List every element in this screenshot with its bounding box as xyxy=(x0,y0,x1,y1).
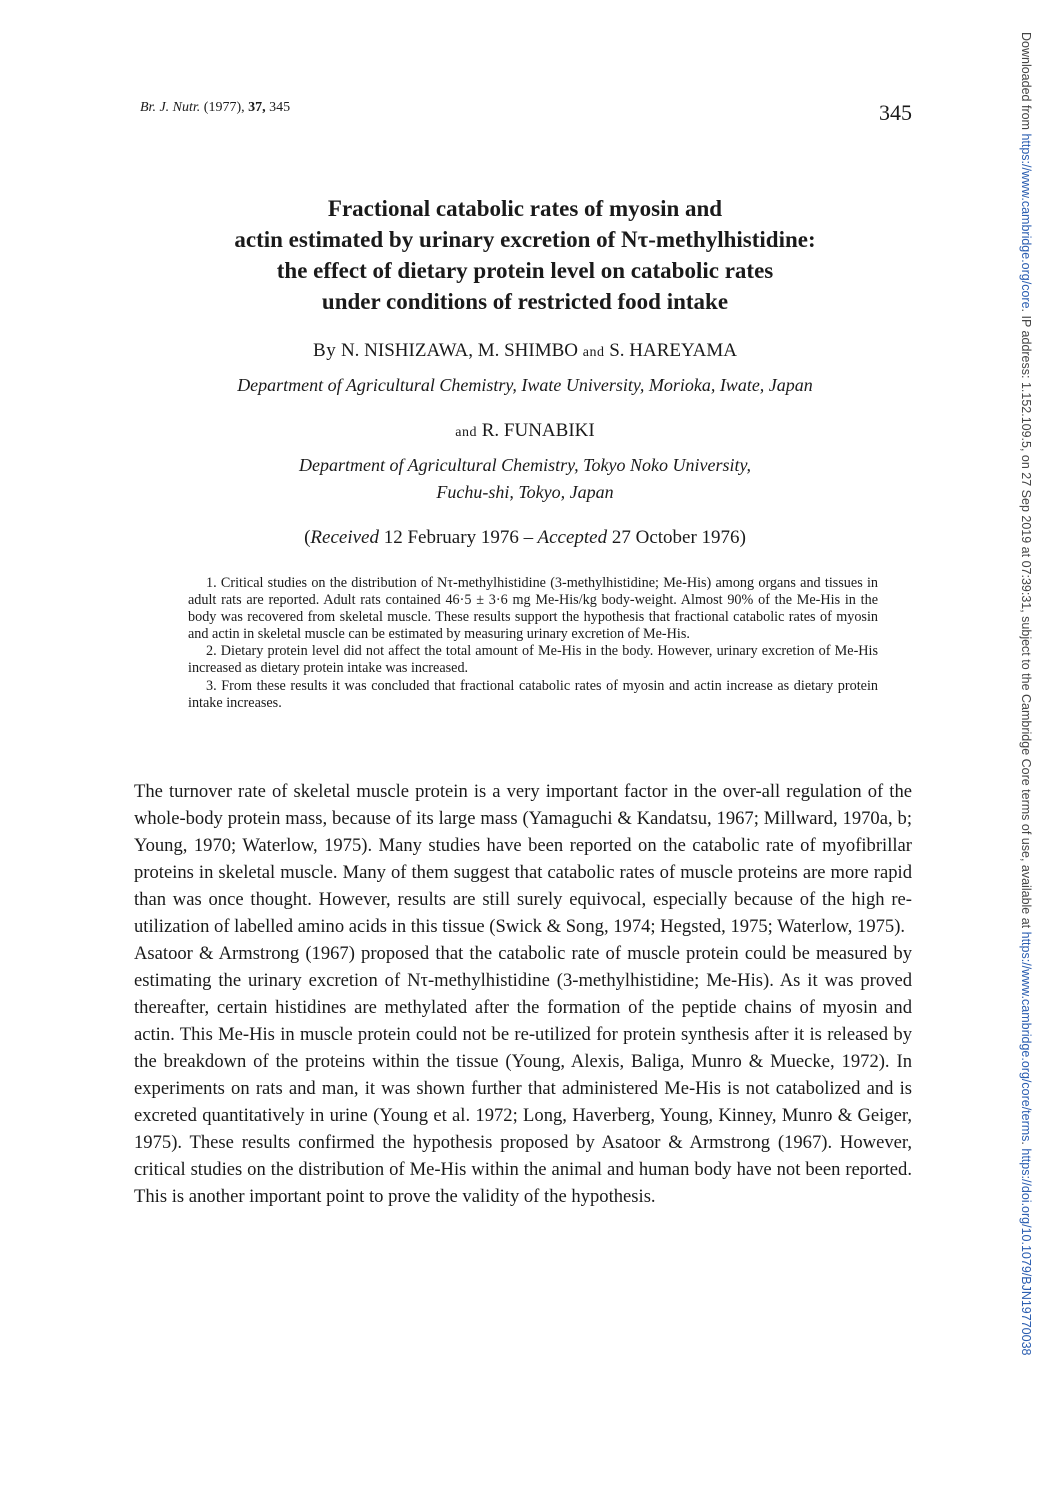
abstract-paragraph: 2. Dietary protein level did not affect the total amount of Me-His in the body. However, urinary excretion of Me-His increased as dietary protein intake was increased. xyxy=(188,643,878,677)
journal-year: (1977), xyxy=(203,100,245,115)
affiliation-2-line1: Department of Agricultural Chemistry, Tokyo Noko University, xyxy=(299,455,751,475)
affiliation-2-line2: Fuchu-shi, Tokyo, Japan xyxy=(436,482,614,502)
authors-prefix: By xyxy=(313,340,337,361)
authors-and: and xyxy=(582,345,605,360)
title-line: Fractional catabolic rates of myosin and xyxy=(327,196,723,221)
page-number: 345 xyxy=(879,100,912,125)
title-line: the effect of dietary protein level on catabolic rates xyxy=(276,258,774,283)
author-4-line xyxy=(130,420,920,442)
sidebar-text xyxy=(1019,32,1033,1356)
authors-main: N. NISHIZAWA, M. SHIMBO xyxy=(340,340,578,361)
received-dates xyxy=(130,527,920,549)
body-text xyxy=(134,778,912,1210)
author-4-name: R. FUNABIKI xyxy=(481,420,595,441)
download-sidebar xyxy=(1010,20,1040,1480)
accepted-label: – Accepted xyxy=(523,527,608,548)
received-close: ) xyxy=(739,527,746,548)
affiliation-1: Department of Agricultural Chemistry, Iwate University, Morioka, Iwate, Japan xyxy=(237,375,813,395)
sidebar-link-doi[interactable]: https://doi.org/10.1079/BJN19770038 xyxy=(1019,1148,1033,1356)
title-line: actin estimated by urinary excretion of Nτ-methylhistidine: xyxy=(234,227,816,252)
abstract-paragraph: 3. From these results it was concluded that fractional catabolic rates of myosin and actin increase as dietary protein intake increases. xyxy=(188,677,878,711)
sidebar-sep: . xyxy=(1019,1141,1033,1149)
affiliation-2 xyxy=(130,452,920,506)
title-line: under conditions of restricted food intake xyxy=(321,289,729,314)
journal-citation xyxy=(140,100,290,116)
received-date: 12 February 1976 xyxy=(383,527,519,548)
body-paragraph: Asatoor & Armstrong (1967) proposed that the catabolic rate of muscle protein could be measured by estimating the urinary excretion of Nτ-methylhistidine (3-methylhistidine; Me-His). As it was proved thereafter, certain histidines are methylated after the formation of the peptide chains of myosin and actin. This Me-His in muscle protein could not be re-utilized for protein synthesis after it is released by the breakdown of the proteins within the tissue (Young, Alexis, Baliga, Munro & Muecke, 1972). In experiments on rats and man, it was shown further that administered Me-His is not catabolized and is excreted quantitatively in urine (Young et al. 1972; Long, Haverberg, Young, Kinney, Munro & Geiger, 1975). These results confirmed the hypothesis proposed by Asatoor & Armstrong (1967). However, critical studies on the distribution of Me-His within the animal and human body have not been reported. This is another important point to prove the validity of the hypothesis. xyxy=(134,943,912,1207)
journal-volume: 37, xyxy=(248,100,266,115)
abstract xyxy=(188,575,878,712)
sidebar-prefix: Downloaded from xyxy=(1019,32,1033,134)
accepted-date: 27 October 1976 xyxy=(611,527,740,548)
received-open: ( xyxy=(304,527,311,548)
sidebar-middle: . IP address: 1.152.109.5, on 27 Sep 2019 at 07:39:31, subject to the Cambridge Core terms of use, available at xyxy=(1019,308,1033,932)
author-4-and: and xyxy=(455,425,477,440)
authors-line xyxy=(130,340,920,362)
journal-abbrev: Br. J. Nutr. xyxy=(140,100,201,115)
journal-first-page: 345 xyxy=(269,100,291,115)
abstract-paragraph: 1. Critical studies on the distribution of Nτ-methylhistidine (3-methylhistidine; Me-His) among organs and tissues in adult rats are reported. Adult rats contained 46·5 ± 3·6 mg Me-His/kg body-weight. Almost 90% of the Me-His in the body was recovered from skeletal muscle. These results support the hypothesis that fractional catabolic rates of myosin and actin in skeletal muscle can be estimated by measuring urinary excretion of Me-His. xyxy=(188,575,878,643)
received-label: Received xyxy=(310,527,379,548)
article-title xyxy=(130,193,920,317)
body-paragraph: The turnover rate of skeletal muscle protein is a very important factor in the over-all regulation of the whole-body protein mass, because of its large mass (Yamaguchi & Kandatsu, 1967; Millward, 1970a, b; Young, 1970; Waterlow, 1975). Many studies have been reported on the catabolic rate of myofibrillar proteins in skeletal muscle. Many of them suggest that catabolic rates of muscle proteins are more rapid than was once thought. However, results are still surely equivocal, especially because of the high re-utilization of labelled amino acids in this tissue (Swick & Song, 1974; Hegsted, 1975; Waterlow, 1975). xyxy=(134,781,912,937)
authors-third: S. HAREYAMA xyxy=(609,340,737,361)
sidebar-link-terms[interactable]: https://www.cambridge.org/core/terms xyxy=(1019,931,1033,1142)
sidebar-link-core[interactable]: https://www.cambridge.org/core xyxy=(1019,133,1033,309)
